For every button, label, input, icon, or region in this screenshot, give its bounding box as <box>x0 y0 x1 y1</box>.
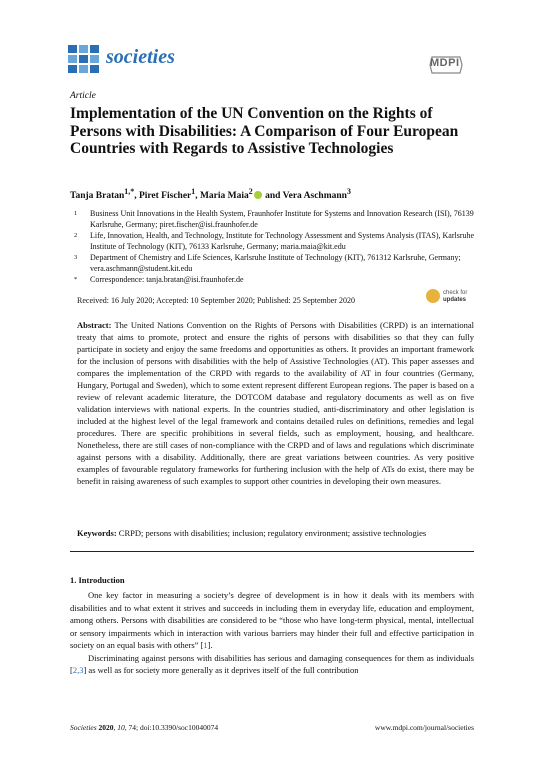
keywords-text: CRPD; persons with disabilities; inclusion; regulatory environment; assistive technologies <box>116 528 427 538</box>
journal-url-link[interactable]: www.mdpi.com/journal/societies <box>374 723 474 732</box>
author-affiliation-marker: 3 <box>346 187 351 196</box>
affiliation-text: Life, Innovation, Health, and Technology, Institute for Technology Assessment and Systems Analysis (ITAS), Karlsruhe Institute of Technology (KIT), 76133 Karlsruhe, Germany; maria.maia@kit.edu <box>90 231 475 251</box>
author-affiliation-marker: 2 <box>248 187 253 196</box>
orcid-icon[interactable] <box>254 191 262 199</box>
check-updates-line1: check for <box>443 290 468 296</box>
keywords-label: Keywords: <box>77 528 117 538</box>
author-list <box>70 187 351 201</box>
publication-dates: Received: 16 July 2020; Accepted: 10 September 2020; Published: 25 September 2020 <box>77 296 355 305</box>
article-title: Implementation of the UN Convention on the Rights of Persons with Disabilities: A Comparison of Four European Countries with Regards to Assistive Technologies <box>70 105 459 157</box>
abstract <box>77 319 474 487</box>
publisher-name: MDPI <box>430 57 460 69</box>
section-body <box>70 589 474 677</box>
author-affiliation-marker: 1,* <box>124 187 135 196</box>
check-updates-icon[interactable] <box>426 289 440 303</box>
author-separator: and <box>262 191 283 202</box>
paragraph-text: ]. <box>207 640 213 650</box>
section-heading: 1. Introduction <box>70 575 125 585</box>
author-separator: , <box>195 191 200 202</box>
citation-link[interactable]: 2,3 <box>72 665 84 675</box>
abstract-label: Abstract: <box>77 320 112 330</box>
abstract-text: The United Nations Convention on the Rights of Persons with Disabilities (CRPD) is an international treaty that aims to promote, protect and ensure the rights of persons with disabilities so that they can fully participate in society and enjoy the same freedoms and opportunities as others. It provides an important framework for the inclusion of persons with disabilities with the help of Assistive Technologies (AT). This paper assesses and compares the implementation of the CRPD with regards to the availability of AT in four countries (Germany, Hungary, Portugal and Sweden), which to some extent represent different European regions. The paper is based on a review of relevant academic literature, the DOTCOM database and regulatory documents as well as on five validation interviews with national experts. In the countries studied, anti-discriminatory and other legislation is included at the highest level of the legal framework and contains detailed rules on definitions, remedies and legal procedures. There are specific prohibitions in several fields, such as employment, housing, and healthcare. Nonetheless, there are still cases of non-compliance with the CRPD and of laws and regulations which discriminate against persons with a disability. Additionally, there are great variations between countries. As very positive examples of favourable regulatory frameworks for furthering inclusion with the help of ATs do exist, there may be benefit in raising awareness of such examples to support other countries in developing their own measures. <box>77 320 474 486</box>
footer-citation: Societies 2020, 10, 74; doi:10.3390/soc10040074 <box>70 723 219 732</box>
author-name[interactable]: Tanja Bratan <box>70 191 125 202</box>
affiliation-number: 3 <box>74 254 78 261</box>
footer-year: 2020 <box>98 723 114 732</box>
affiliation-text: Department of Chemistry and Life Sciences, Karlsruhe Institute of Technology (KIT), 761312 Karlsruhe, Germany; vera.aschmann@student.kit.edu <box>90 253 461 273</box>
footer-volume: 10 <box>117 723 125 732</box>
footer-journal: Societies <box>70 723 97 732</box>
author-separator: , <box>134 191 139 202</box>
article-type: Article <box>70 91 96 101</box>
author-name[interactable]: Maria Maia <box>199 191 249 202</box>
affiliation-text: Business Unit Innovations in the Health System, Fraunhofer Institute for Systems and Innovation Research (ISI), 76139 Karlsruhe, Germany; piret.fischer@isi.fraunhofer.de <box>90 209 474 229</box>
footer-doi: , 74; doi:10.3390/soc10040074 <box>124 723 219 732</box>
paragraph-text: Discriminating against persons with disabilities has serious and damaging consequences for them as individuals [ <box>70 652 474 675</box>
paragraph <box>70 652 474 677</box>
citation-link[interactable]: 1 <box>203 640 208 650</box>
check-updates-line2: updates <box>443 297 467 303</box>
paragraph <box>70 589 474 652</box>
author-name[interactable]: Piret Fischer <box>138 191 192 202</box>
journal-logo-icon <box>68 45 102 75</box>
paragraph-text: One key factor in measuring a society’s degree of development is in how it deals with its members with disabilities and to what extent it strives and succeeds in including them in everyday life, education and employment, among others. Persons with disabilities are considered to be “those who have long-term physical, mental, intellectual or sensory impairments which in interaction with various barriers may hinder their full and effective participation in society on an equal basis with others” [ <box>70 590 474 650</box>
affiliation-number: 2 <box>74 232 78 239</box>
check-updates-badge[interactable] <box>443 290 467 304</box>
divider <box>70 551 474 552</box>
author-affiliation-marker: 1 <box>191 187 196 196</box>
keywords <box>77 527 474 539</box>
affiliation-number: * <box>74 276 78 283</box>
correspondence-text: Correspondence: tanja.bratan@isi.fraunhofer.de <box>90 275 244 284</box>
author-name[interactable]: Vera Aschmann <box>282 191 347 202</box>
paragraph-text: ] as well as for society more generally as it deprives itself of the full contribution <box>83 665 359 675</box>
journal-name: societies <box>106 46 175 68</box>
affiliation-number: 1 <box>74 210 78 217</box>
